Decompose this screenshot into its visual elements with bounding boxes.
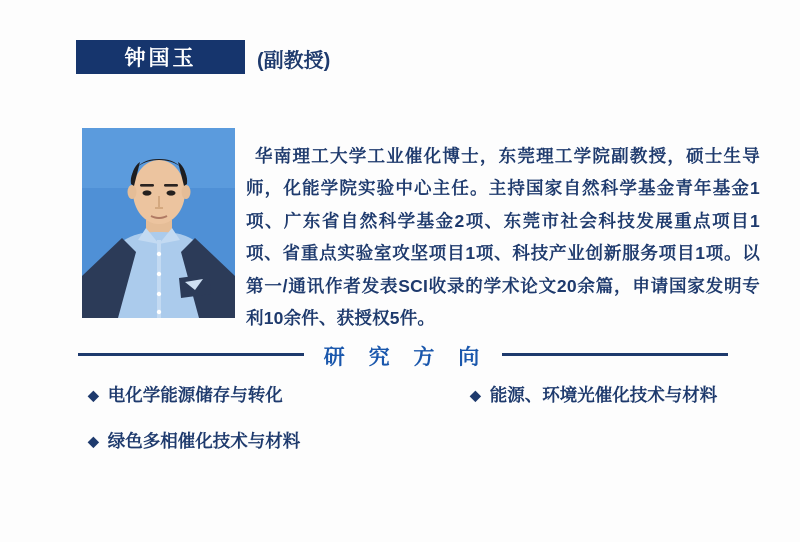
- heading-left-rule: [78, 353, 304, 356]
- list-item: [88, 385, 470, 405]
- list-item: [470, 385, 748, 405]
- research-item-label: 绿色多相催化技术与材料: [107, 431, 301, 451]
- academic-title: (副教授): [257, 50, 331, 72]
- name-box: [76, 40, 245, 74]
- research-directions-list: [88, 385, 748, 451]
- research-item-label: 电化学能源储存与转化: [107, 385, 283, 405]
- research-directions-header: [78, 341, 728, 367]
- portrait-photo-illustration: [82, 128, 235, 318]
- heading-right-rule: [502, 353, 728, 356]
- research-item-label: 能源、环境光催化技术与材料: [489, 385, 718, 405]
- biography-text: 华南理工大学工业催化博士，东莞理工学院副教授，硕士生导师，化能学院实验中心主任。主持国家自然科学基金青年基金1项、广东省自然科学基金2项、东莞市社会科技发展重点项目1项、省重点实验室攻坚项目1项、科技产业创新服务项目1项。以第一/通讯作者发表SCI收录的学术论文20余篇，申请国家发明专利10余件、获授权5件。: [246, 145, 760, 328]
- diamond-bullet-icon: ◆: [88, 433, 99, 449]
- portrait-photo: [82, 128, 235, 318]
- diamond-bullet-icon: ◆: [470, 387, 481, 403]
- list-item: [88, 431, 470, 451]
- person-name: 钟国玉: [124, 47, 197, 70]
- research-directions-title: 研 究 方 向: [323, 346, 489, 369]
- diamond-bullet-icon: ◆: [88, 387, 99, 403]
